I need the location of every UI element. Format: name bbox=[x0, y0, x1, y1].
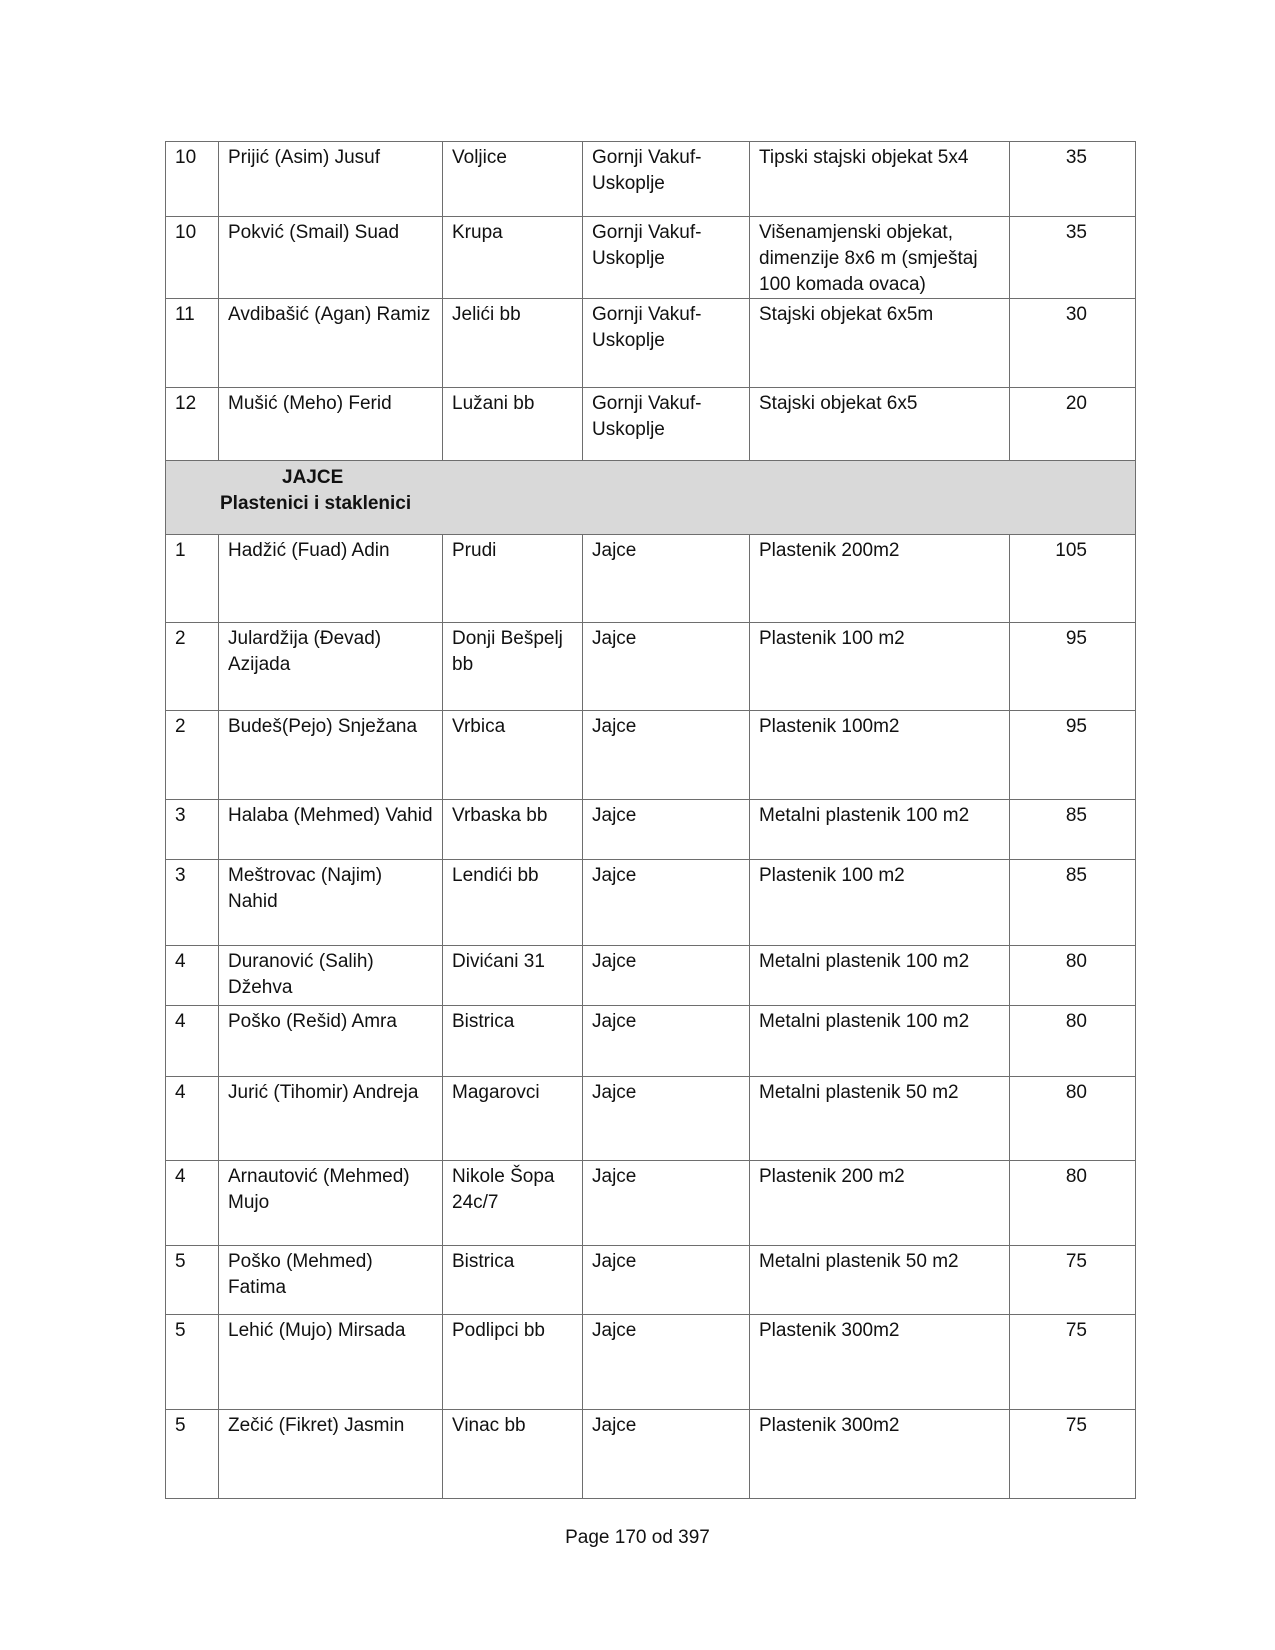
points-cell: 95 bbox=[1010, 623, 1136, 711]
investment-object-cell: Plastenik 300m2 bbox=[750, 1410, 1010, 1499]
row-number-cell: 11 bbox=[166, 299, 219, 388]
table-row bbox=[166, 1161, 1136, 1246]
points-cell: 20 bbox=[1010, 388, 1136, 461]
address-cell: Vinac bb bbox=[443, 1410, 583, 1499]
address-cell: Podlipci bb bbox=[443, 1315, 583, 1410]
municipality-cell: Gornji Vakuf-Uskoplje bbox=[583, 142, 750, 217]
table-row bbox=[166, 535, 1136, 623]
address-cell: Lužani bb bbox=[443, 388, 583, 461]
applicant-name-cell: Hadžić (Fuad) Adin bbox=[219, 535, 443, 623]
address-cell: Magarovci bbox=[443, 1077, 583, 1161]
investment-object-cell: Metalni plastenik 50 m2 bbox=[750, 1077, 1010, 1161]
table-row bbox=[166, 946, 1136, 1006]
table-row bbox=[166, 388, 1136, 461]
applicant-name-cell: Mušić (Meho) Ferid bbox=[219, 388, 443, 461]
row-number-cell: 10 bbox=[166, 217, 219, 299]
beneficiaries-table bbox=[165, 141, 1136, 1499]
municipality-cell: Jajce bbox=[583, 860, 750, 946]
points-cell: 75 bbox=[1010, 1246, 1136, 1315]
investment-object-cell: Metalni plastenik 50 m2 bbox=[750, 1246, 1010, 1315]
municipality-cell: Jajce bbox=[583, 535, 750, 623]
municipality-cell: Jajce bbox=[583, 800, 750, 860]
address-cell: Vrbica bbox=[443, 711, 583, 800]
table-body bbox=[166, 142, 1136, 1499]
table-row bbox=[166, 217, 1136, 299]
table-row bbox=[166, 860, 1136, 946]
municipality-cell: Jajce bbox=[583, 1315, 750, 1410]
address-cell: Bistrica bbox=[443, 1006, 583, 1077]
address-cell: Voljice bbox=[443, 142, 583, 217]
investment-object-cell: Metalni plastenik 100 m2 bbox=[750, 1006, 1010, 1077]
investment-object-cell: Plastenik 100m2 bbox=[750, 711, 1010, 800]
municipality-cell: Jajce bbox=[583, 623, 750, 711]
applicant-name-cell: Avdibašić (Agan) Ramiz bbox=[219, 299, 443, 388]
table-row bbox=[166, 623, 1136, 711]
row-number-cell: 5 bbox=[166, 1315, 219, 1410]
points-cell: 80 bbox=[1010, 1006, 1136, 1077]
points-cell: 30 bbox=[1010, 299, 1136, 388]
municipality-cell: Gornji Vakuf-Uskoplje bbox=[583, 388, 750, 461]
address-cell: Bistrica bbox=[443, 1246, 583, 1315]
table-row bbox=[166, 299, 1136, 388]
applicant-name-cell: Prijić (Asim) Jusuf bbox=[219, 142, 443, 217]
applicant-name-cell: Duranović (Salih) Džehva bbox=[219, 946, 443, 1006]
points-cell: 105 bbox=[1010, 535, 1136, 623]
row-number-cell: 1 bbox=[166, 535, 219, 623]
municipality-cell: Gornji Vakuf-Uskoplje bbox=[583, 299, 750, 388]
table-row bbox=[166, 1077, 1136, 1161]
municipality-cell: Jajce bbox=[583, 1161, 750, 1246]
applicant-name-cell: Julardžija (Đevad) Azijada bbox=[219, 623, 443, 711]
municipality-cell: Jajce bbox=[583, 1077, 750, 1161]
investment-object-cell: Plastenik 100 m2 bbox=[750, 623, 1010, 711]
investment-object-cell: Tipski stajski objekat 5x4 bbox=[750, 142, 1010, 217]
applicant-name-cell: Budeš(Pejo) Snježana bbox=[219, 711, 443, 800]
address-cell: Jelići bb bbox=[443, 299, 583, 388]
table-row bbox=[166, 1410, 1136, 1499]
points-cell: 75 bbox=[1010, 1410, 1136, 1499]
points-cell: 35 bbox=[1010, 217, 1136, 299]
row-number-cell: 4 bbox=[166, 1161, 219, 1246]
row-number-cell: 4 bbox=[166, 946, 219, 1006]
applicant-name-cell: Lehić (Mujo) Mirsada bbox=[219, 1315, 443, 1410]
row-number-cell: 2 bbox=[166, 711, 219, 800]
row-number-cell: 5 bbox=[166, 1246, 219, 1315]
address-cell: Prudi bbox=[443, 535, 583, 623]
section-header-cell bbox=[166, 461, 1136, 535]
municipality-cell: Gornji Vakuf-Uskoplje bbox=[583, 217, 750, 299]
row-number-cell: 12 bbox=[166, 388, 219, 461]
municipality-cell: Jajce bbox=[583, 1410, 750, 1499]
row-number-cell: 4 bbox=[166, 1077, 219, 1161]
row-number-cell: 5 bbox=[166, 1410, 219, 1499]
applicant-name-cell: Pokvić (Smail) Suad bbox=[219, 217, 443, 299]
table-row bbox=[166, 800, 1136, 860]
points-cell: 80 bbox=[1010, 946, 1136, 1006]
municipality-cell: Jajce bbox=[583, 946, 750, 1006]
section-subtitle: Plastenici i staklenici bbox=[220, 493, 412, 514]
investment-object-cell: Plastenik 200m2 bbox=[750, 535, 1010, 623]
table-row bbox=[166, 711, 1136, 800]
address-cell: Donji Bešpelj bb bbox=[443, 623, 583, 711]
page-number: Page 170 od 397 bbox=[565, 1527, 710, 1548]
table-row bbox=[166, 1006, 1136, 1077]
municipality-cell: Jajce bbox=[583, 711, 750, 800]
points-cell: 80 bbox=[1010, 1077, 1136, 1161]
applicant-name-cell: Jurić (Tihomir) Andreja bbox=[219, 1077, 443, 1161]
table-row bbox=[166, 1246, 1136, 1315]
row-number-cell: 4 bbox=[166, 1006, 219, 1077]
points-cell: 95 bbox=[1010, 711, 1136, 800]
investment-object-cell: Metalni plastenik 100 m2 bbox=[750, 946, 1010, 1006]
points-cell: 85 bbox=[1010, 800, 1136, 860]
applicant-name-cell: Poško (Rešid) Amra bbox=[219, 1006, 443, 1077]
points-cell: 75 bbox=[1010, 1315, 1136, 1410]
investment-object-cell: Stajski objekat 6x5m bbox=[750, 299, 1010, 388]
address-cell: Vrbaska bb bbox=[443, 800, 583, 860]
investment-object-cell: Metalni plastenik 100 m2 bbox=[750, 800, 1010, 860]
section-header-row bbox=[166, 461, 1136, 535]
investment-object-cell: Plastenik 200 m2 bbox=[750, 1161, 1010, 1246]
applicant-name-cell: Halaba (Mehmed) Vahid bbox=[219, 800, 443, 860]
investment-object-cell: Plastenik 100 m2 bbox=[750, 860, 1010, 946]
applicant-name-cell: Arnautović (Mehmed) Mujo bbox=[219, 1161, 443, 1246]
row-number-cell: 3 bbox=[166, 860, 219, 946]
investment-object-cell: Stajski objekat 6x5 bbox=[750, 388, 1010, 461]
points-cell: 80 bbox=[1010, 1161, 1136, 1246]
investment-object-cell: Plastenik 300m2 bbox=[750, 1315, 1010, 1410]
applicant-name-cell: Zečić (Fikret) Jasmin bbox=[219, 1410, 443, 1499]
address-cell: Lendići bb bbox=[443, 860, 583, 946]
row-number-cell: 10 bbox=[166, 142, 219, 217]
row-number-cell: 2 bbox=[166, 623, 219, 711]
row-number-cell: 3 bbox=[166, 800, 219, 860]
address-cell: Divićani 31 bbox=[443, 946, 583, 1006]
address-cell: Nikole Šopa 24c/7 bbox=[443, 1161, 583, 1246]
address-cell: Krupa bbox=[443, 217, 583, 299]
applicant-name-cell: Meštrovac (Najim) Nahid bbox=[219, 860, 443, 946]
section-title: JAJCE bbox=[282, 467, 344, 488]
applicant-name-cell: Poško (Mehmed) Fatima bbox=[219, 1246, 443, 1315]
table-row bbox=[166, 142, 1136, 217]
points-cell: 85 bbox=[1010, 860, 1136, 946]
table-row bbox=[166, 1315, 1136, 1410]
investment-object-cell: Višenamjenski objekat, dimenzije 8x6 m (smještaj 100 komada ovaca) bbox=[750, 217, 1010, 299]
points-cell: 35 bbox=[1010, 142, 1136, 217]
municipality-cell: Jajce bbox=[583, 1006, 750, 1077]
municipality-cell: Jajce bbox=[583, 1246, 750, 1315]
